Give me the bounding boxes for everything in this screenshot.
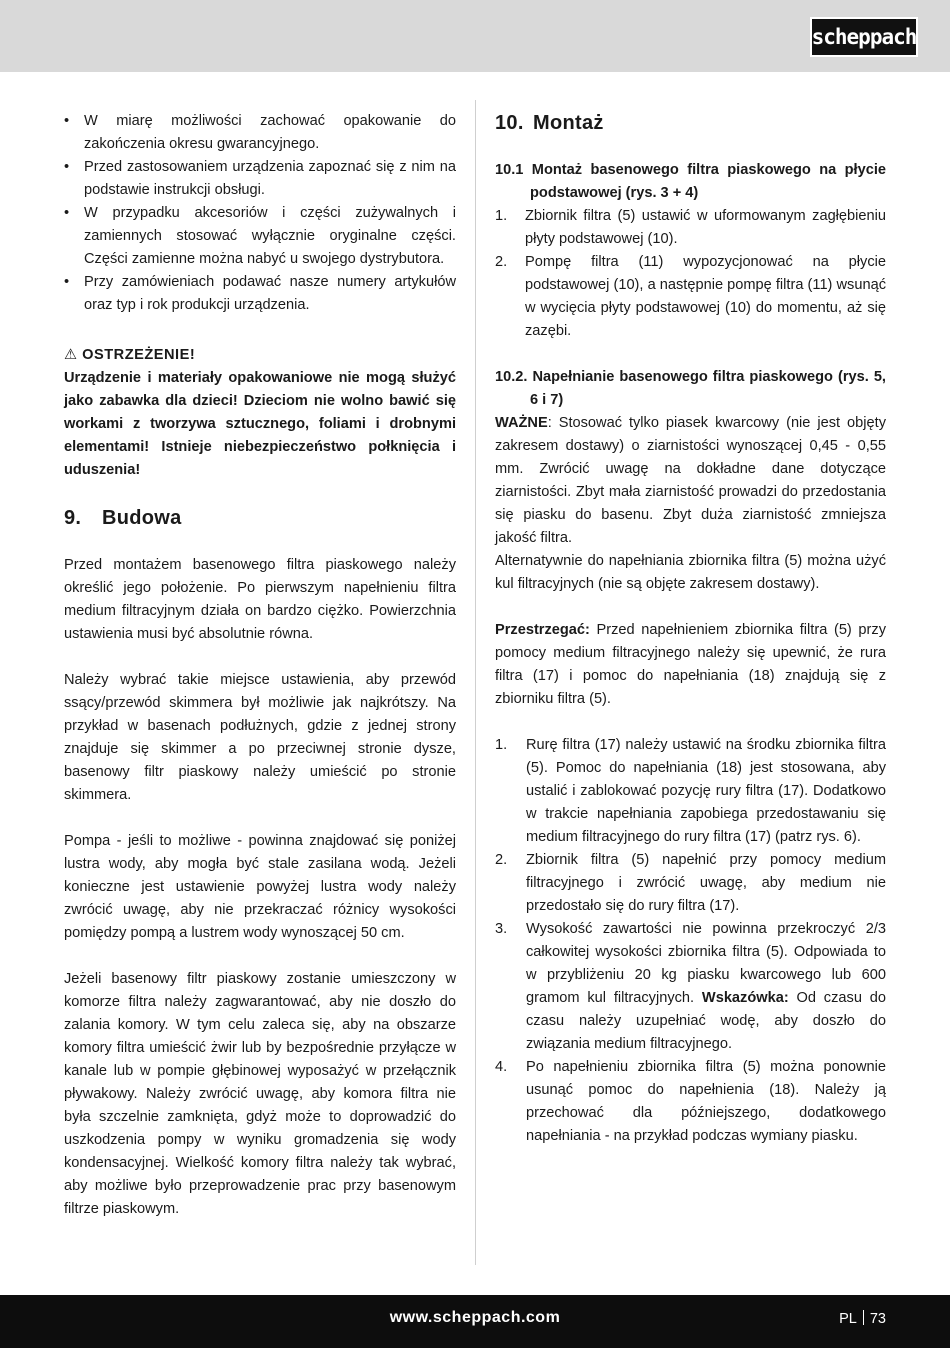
section-number: 9. [64,507,82,529]
warning-text: Urządzenie i materiały opakowaniowe nie mogą służyć jako zabawka dla dzieci! Dzieciom nie wolno bawić się workami z tworzywa sztucznego, foliami i drobnymi elementami! Istnieje niebezpieczeństwo połknięcia i uduszenia! [64,370,456,478]
paragraph: Przed montażem basenowego filtra piaskowego należy określić jego położenie. Po pierwszym napełnieniu filtra medium filtracyjnym działa on bardzo ciężko. Powierzchnia ustawienia musi być absolutnie równa. [64,557,456,642]
language-code: PL [839,1311,857,1327]
paragraph: Należy wybrać takie miejsce ustawienia, aby przewód ssący/przewód skimmera był możliwie jak najkrótszy. Na przykład w basenach podłużnych, gdzie z jednej strony znajduje się skimmer a po przeciwnej stronie dysze, basenowy filtr piaskowy należy umieścić po stronie skimmera. [64,672,456,803]
steps-list [495,205,886,343]
caution-note: Przestrzegać: Przed napełnieniem zbiornika filtra (5) przy pomocy medium filtracyjnego należy się upewnić, że rura filtra (17) i pomoc do napełniania (18) znajdują się z zbiorniku filtra (5). [495,622,886,707]
list-item: 4. Po napełnieniu zbiornika filtra (5) można ponownie usunąć pomoc do napełnienia (18). Należy ją przechować dla późniejszego, dodatkowego napełniania - na przykład podczas wymiany piasku. [495,1059,886,1144]
subsection-heading: 10.1 Montaż basenowego filtra piaskowego na płycie podstawowej (rys. 3 + 4) [495,162,886,201]
warning-title: OSTRZEŻENIE! [82,347,196,363]
page-header [0,0,950,72]
column-divider [475,100,476,1265]
important-note: WAŻNE: Stosować tylko piasek kwarcowy (nie jest objęty zakresem dostawy) o ziarnistości wynoszącej 0,45 - 0,55 mm. Zwrócić uwagę na dokładne dane dotyczące ziarnistości. Zbyt mała ziarnistość prowadzi do przedostania się piasku do basenu. Zbyt duża ziarnistość zmniejsza jakość filtra. [495,415,886,546]
list-item: 2. Zbiornik filtra (5) napełnić przy pomocy medium filtracyjnego i zwrócić uwagę, aby medium nie przedostało się do rury filtra (17). [495,852,886,914]
page-index: 73 [869,1311,886,1327]
section-title: Budowa [102,507,182,529]
list-item: • W przypadku akcesoriów i części zużywalnych i zamiennych stosować wyłącznie oryginalne części. Części zamienne można nabyć u swojego dystrybutora. [64,202,456,271]
steps-list [495,734,886,1148]
page-number [839,1310,886,1327]
section-title: Montaż [533,112,604,134]
list-item: • W miarę możliwości zachować opakowanie do zakończenia okresu gwarancyjnego. [64,110,456,156]
separator [863,1310,864,1325]
subsection-heading: 10.2. Napełnianie basenowego filtra piaskowego (rys. 5, 6 i 7) [495,369,886,408]
section-heading-9 [64,505,456,531]
brand-logo: scheppach [810,17,918,57]
page-footer [0,1295,950,1348]
list-item: 3. Wysokość zawartości nie powinna przekroczyć 2/3 całkowitej wysokości zbiornika filtra (5). Odpowiada to w przybliżeniu 20 kg piasku kwarcowego lub 600 gramom kul filtracyjnych. Wskazówka: Od czasu do czasu należy uzupełniać wodę, aby doszło do związania medium filtracyjnego. [495,921,886,1052]
list-item: • Przed zastosowaniem urządzenia zapoznać się z nim na podstawie instrukcji obsługi. [64,156,456,202]
list-item: • Przy zamówieniach podawać nasze numery artykułów oraz typ i rok produkcji urządzenia. [64,271,456,317]
section-number: 10. [495,112,524,134]
left-column [64,110,456,1221]
list-item: 2. Pompę filtra (11) wypozycjonować na płycie podstawowej (10), a następnie pompę filtra (11) wsunąć w wycięcia płyty podstawowej (10) do momentu, aż się zazębi. [495,254,886,339]
paragraph: Pompa - jeśli to możliwe - powinna znajdować się poniżej lustra wody, aby mogła być stale zasilana wodą. Jeżeli konieczne jest ustawienie powyżej lustra wody należy zwrócić uwagę, aby nie przekraczać różnicy wysokości pomiędzy pompą a lustrem wody wynoszącej 50 cm. [64,833,456,941]
warning-heading [64,344,456,367]
bullet-list [64,110,456,317]
section-heading-10 [495,110,886,136]
list-item: 1. Rurę filtra (17) należy ustawić na środku zbiornika filtra (5). Pomoc do napełniania (18) jest stosowana, aby ustalić i zablokować pozycję rury filtra (17). Dodatkowo w trakcie napełniania zapobiega przedostawaniu się medium filtracyjnego do rury filtra (17) (patrz rys. 6). [495,737,886,845]
warning-triangle-icon: ⚠ [64,347,78,363]
list-item: 1. Zbiornik filtra (5) ustawić w uformowanym zagłębieniu płyty podstawowej (10). [495,208,886,247]
paragraph: Alternatywnie do napełniania zbiornika filtra (5) można użyć kul filtracyjnych (nie są objęte zakresem dostawy). [495,553,886,592]
paragraph: Jeżeli basenowy filtr piaskowy zostanie umieszczony w komorze filtra należy zagwarantować, aby nie doszło do zalania komory. W tym celu zaleca się, aby na obszarze komory filtra umieścić żwir lub by bezpośrednie przyłącze w kanale lub w pompie głębinowej wyposażyć w przełącznik pływakowy. Należy zwrócić uwagę, aby komora filtra nie była szczelnie zamknięta, gdyż może to doprowadzić do uszkodzenia pompy w wyniku gromadzenia się wody kondensacyjnej. Wielkość komory filtra należy tak wybrać, aby możliwe było przeprowadzenie prac przy basenowym filtrze piaskowym. [64,971,456,1217]
right-column [495,110,886,1148]
website-link[interactable]: www.scheppach.com [389,1309,561,1326]
